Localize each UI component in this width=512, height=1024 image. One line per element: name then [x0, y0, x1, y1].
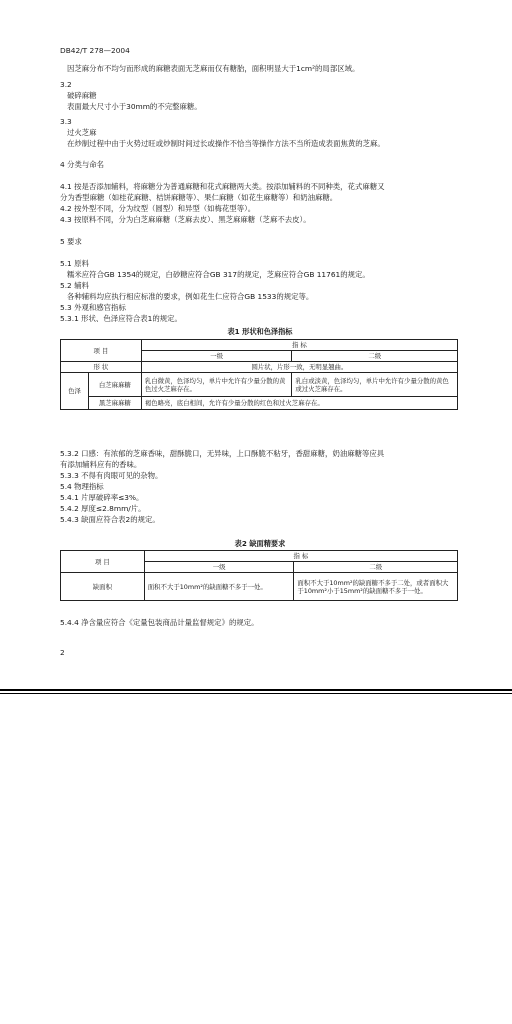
- text-line: 过火芝麻: [67, 128, 97, 137]
- text-line: 5.3.2 口感：有浓郁的芝麻香味，甜酥脆口，无异味，上口酥脆不粘牙，香甜麻糖，奶油麻糖等应具: [60, 449, 385, 458]
- t2-grade1-value: 面积不大于10mm²的缺面糖不多于一处。: [144, 573, 294, 601]
- text-line: 因芝麻分布不均匀而形成的麻糖表面无芝麻而仅有糖胎，面积明显大于1cm²的局部区域。: [67, 64, 360, 73]
- t1-white-grade2: 乳白或淡黄，色泽均匀，单片中允许有少量分散的黄色或过火芝麻存在。: [292, 373, 458, 397]
- table1-shape-color: [60, 339, 458, 410]
- t1-index-header: 指 标: [141, 340, 457, 351]
- document-header: DB42/T 278—2004: [60, 46, 130, 55]
- text-line: 5.3.1 形状、色泽应符合表1的规定。: [60, 314, 182, 323]
- text-line: 3.2: [60, 80, 72, 89]
- text-line: 5.1 原料: [60, 259, 89, 268]
- table1-caption: 表1 形状和色泽指标: [227, 327, 293, 336]
- text-line: 5.2 辅料: [60, 281, 89, 290]
- t1-black-label: 黑芝麻麻糖: [88, 397, 141, 410]
- t2-grade2: 二级: [294, 562, 458, 573]
- text-line: 4 分类与命名: [60, 160, 105, 169]
- text-line: 4.1 按是否添加辅料，将麻糖分为普通麻糖和花式麻糖两大类。按添加辅料的不同种类，花式麻糖又: [60, 182, 385, 191]
- text-line: 4.3 按原料不同，分为白芝麻麻糖（芝麻去皮）、黑芝麻麻糖（芝麻不去皮）。: [60, 215, 311, 224]
- t1-grade2: 二级: [292, 351, 458, 362]
- t2-item-header: 项 目: [61, 551, 145, 573]
- text-line: 3.3: [60, 117, 72, 126]
- t1-shape-label: 形 状: [61, 362, 142, 373]
- text-line: 有添加辅料应有的香味。: [60, 460, 142, 469]
- text-line: 糯米应符合GB 1354的规定，白砂糖应符合GB 317的规定，芝麻应符合GB 11761的规定。: [67, 270, 370, 279]
- t1-grade1: 一级: [141, 351, 292, 362]
- t2-grade2-value: 面积不大于10mm²的缺面糖不多于二处，或者面积大于10mm²小于15mm²的缺面糖不多于一处。: [294, 573, 458, 601]
- page-divider-thin: [0, 693, 512, 694]
- t1-black-value: 褐色略亮，底白相间，允许有少量分散的红色和过火芝麻存在。: [141, 397, 457, 410]
- text-line: 破碎麻糖: [67, 91, 97, 100]
- t1-white-grade1: 乳白微黄，色泽均匀，单片中允许有少量分散的黄色过火芝麻存在。: [141, 373, 292, 397]
- text-line: 分为香型麻糖（如桂花麻糖、桔饼麻糖等）、果仁麻糖（如花生麻糖等）和奶油麻糖。: [60, 193, 338, 202]
- text-line: 在炒制过程中由于火势过旺或炒制时间过长或操作不恰当等操作方法不当所造成表面焦黄的芝麻。: [67, 139, 385, 148]
- text-line: 5.3 外观和感官指标: [60, 303, 126, 312]
- page-divider: [0, 689, 512, 691]
- text-line: 5.4.4 净含量应符合《定量包装商品计量监督规定》的规定。: [60, 618, 259, 627]
- text-line: 5.4.3 缺面应符合表2的规定。: [60, 515, 160, 524]
- page-number: 2: [60, 648, 65, 657]
- text-line: 表面最大尺寸小于30mm的不完整麻糖。: [67, 102, 202, 111]
- t2-index-header: 指 标: [144, 551, 457, 562]
- text-line: 5 要求: [60, 237, 82, 246]
- t2-row-label: 缺面积: [61, 573, 145, 601]
- t1-white-label: 白芝麻麻糖: [88, 373, 141, 397]
- text-line: 各种辅料均应执行相应标准的要求，例如花生仁应符合GB 1533的规定等。: [67, 292, 314, 301]
- t2-grade1: 一级: [144, 562, 294, 573]
- t1-color-label: 色泽: [61, 373, 89, 410]
- text-line: 5.4 物理指标: [60, 482, 104, 491]
- text-line: 5.4.2 厚度≤2.8mm/片。: [60, 504, 146, 513]
- text-line: 5.4.1 片厚破碎率≤3%。: [60, 493, 144, 502]
- table2-missing-surface: [60, 550, 458, 601]
- t1-shape-value: 圆片状，片形一致，无明显翘曲。: [141, 362, 457, 373]
- text-line: 5.3.3 不得有肉眼可见的杂物。: [60, 471, 163, 480]
- table2-caption: 表2 缺面精要求: [234, 539, 286, 548]
- t1-item-header: 项 目: [61, 340, 142, 362]
- text-line: 4.2 按外型不同，分为纹型（圆型）和异型（如梅花型等）。: [60, 204, 256, 213]
